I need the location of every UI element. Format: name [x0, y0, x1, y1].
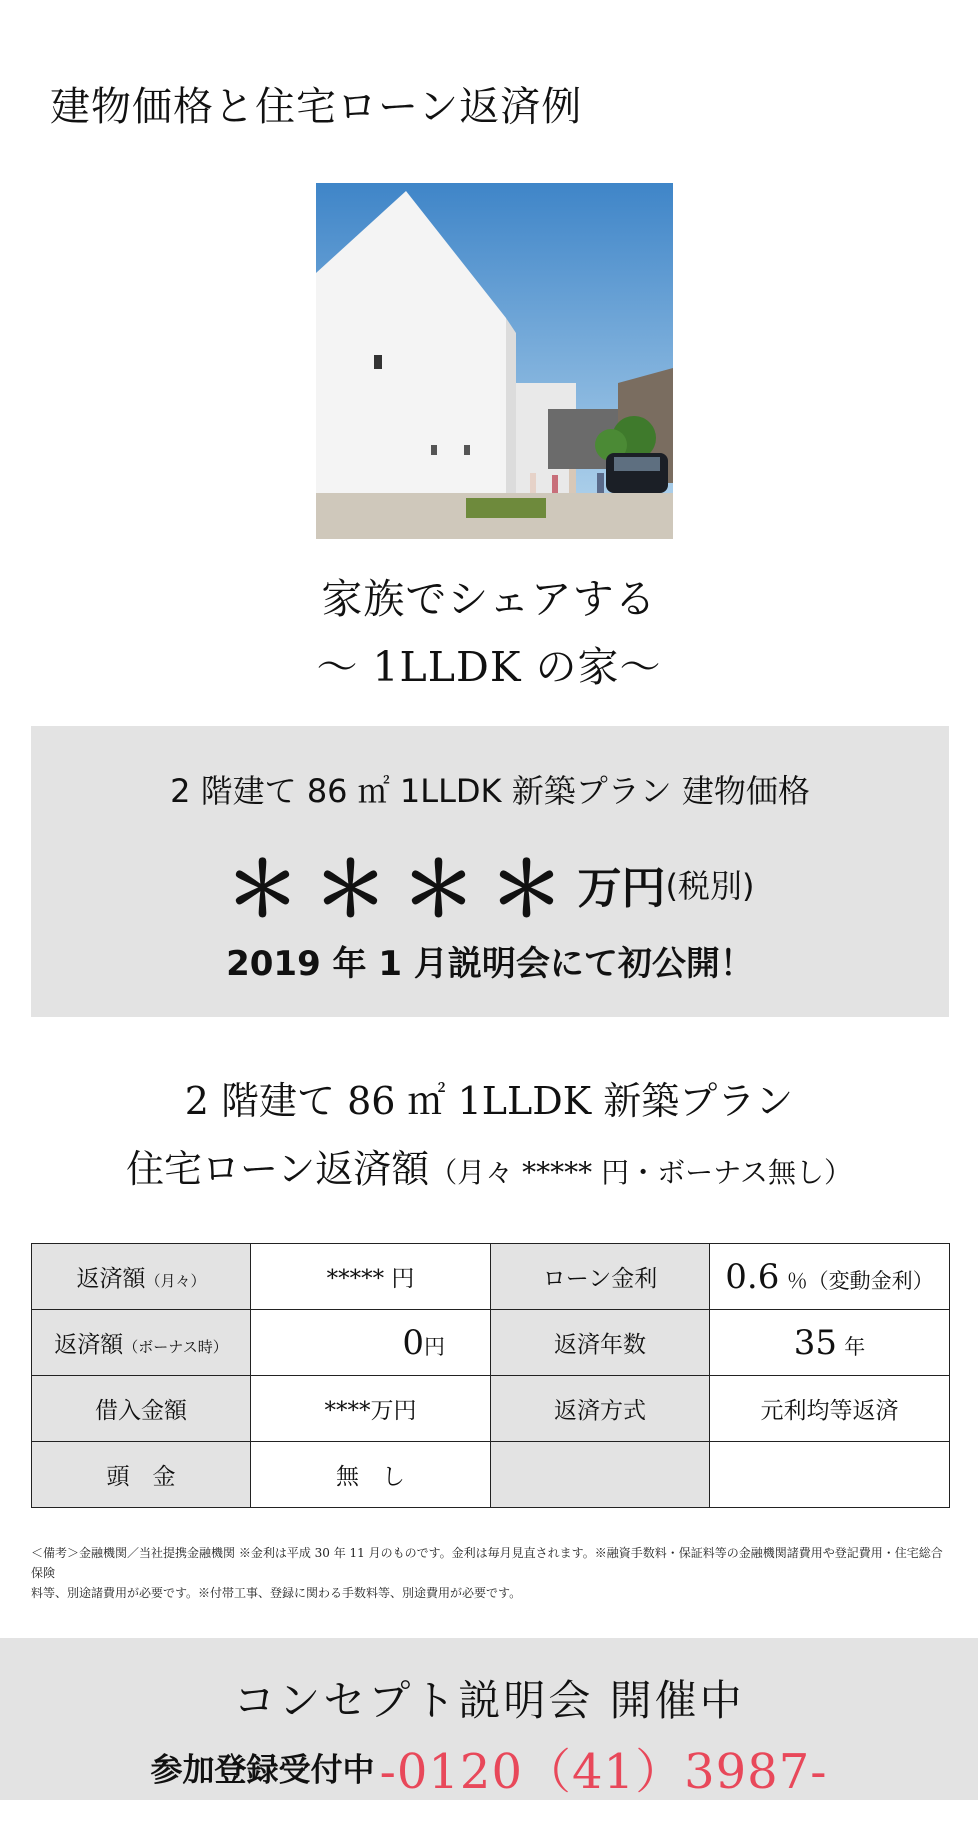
price-tax: (税別) — [665, 867, 755, 905]
table-row — [32, 1442, 950, 1508]
price-box — [31, 726, 949, 1017]
concept-session-title: コンセプト説明会 開催中 — [233, 1676, 745, 1725]
bonus-label-sub: （ボーナス時） — [123, 1338, 228, 1356]
rate-unit: ％（変動金利） — [786, 1268, 934, 1293]
price-unit: 万円 — [577, 863, 666, 914]
empty-label-cell — [491, 1442, 710, 1508]
notes — [31, 1543, 951, 1603]
method-label: 返済方式 — [491, 1376, 710, 1442]
rate-value: 0.6 — [725, 1256, 780, 1297]
years-value-cell — [710, 1310, 950, 1376]
down-value: 無 し — [251, 1442, 491, 1508]
rate-label: ローン金利 — [491, 1244, 710, 1310]
loan-heading-main: 住宅ローン返済額 — [126, 1147, 430, 1191]
bonus-label-cell — [32, 1310, 251, 1376]
method-value: 元利均等返済 — [710, 1376, 950, 1442]
years-unit: 年 — [844, 1334, 866, 1359]
rate-value-cell — [710, 1244, 950, 1310]
plan-title: 2 階建て 86 ㎡ 1LLDK 新築プラン 建物価格 — [170, 772, 810, 810]
monthly-label: 返済額 — [76, 1266, 146, 1292]
debut-note: 2019 年 1 月説明会にて初公開！ — [226, 944, 754, 984]
phone-number[interactable]: -0120（41）3987- — [379, 1744, 828, 1800]
down-label: 頭 金 — [32, 1442, 251, 1508]
borrow-value: ****万円 — [251, 1376, 491, 1442]
house-photo-icon — [316, 183, 673, 539]
monthly-value: ***** 円 — [251, 1244, 491, 1310]
loan-heading-line-2 — [0, 1138, 978, 1193]
years-value: 35 — [793, 1322, 837, 1363]
loan-heading-line-1: 2 階建て 86 ㎡ 1LLDK 新築プラン — [184, 1079, 794, 1123]
house-photo — [316, 183, 673, 539]
bonus-value: 0 — [402, 1322, 424, 1363]
notes-line-1: ＜備考＞金融機関／当社提携金融機関 ※金利は平成 30 年 11 月のものです。金利は毎月見直されます。※融資手数料・保証料等の金融機関諸費用や登記費用・住宅総合保険 — [31, 1546, 943, 1580]
table-row — [32, 1244, 950, 1310]
bonus-label: 返済額 — [54, 1332, 124, 1358]
borrow-label: 借入金額 — [32, 1376, 251, 1442]
registration-line — [0, 1733, 978, 1802]
price-line — [31, 831, 949, 937]
loan-heading-detail: （月々 ***** 円・ボーナス無し） — [429, 1156, 852, 1189]
footer-banner — [0, 1638, 978, 1800]
loan-table — [31, 1243, 950, 1508]
caption-line-1: 家族でシェアする — [321, 575, 657, 623]
price-stars: ＊＊＊＊ — [225, 847, 578, 933]
notes-line-2: 料等、別途諸費用が必要です。※付帯工事、登録に関わる手数料等、別途費用が必要です。 — [31, 1586, 522, 1600]
bonus-value-cell — [251, 1310, 491, 1376]
table-row — [32, 1310, 950, 1376]
monthly-label-sub: （月々） — [145, 1272, 206, 1290]
page-title: 建物価格と住宅ローン返済例 — [50, 83, 583, 130]
empty-value-cell — [710, 1442, 950, 1508]
monthly-label-cell — [32, 1244, 251, 1310]
caption-line-2: 〜 1LLDK の家〜 — [316, 643, 662, 691]
bonus-unit: 円 — [424, 1334, 445, 1359]
register-label: 参加登録受付中 — [150, 1750, 375, 1789]
table-row — [32, 1376, 950, 1442]
years-label: 返済年数 — [491, 1310, 710, 1376]
